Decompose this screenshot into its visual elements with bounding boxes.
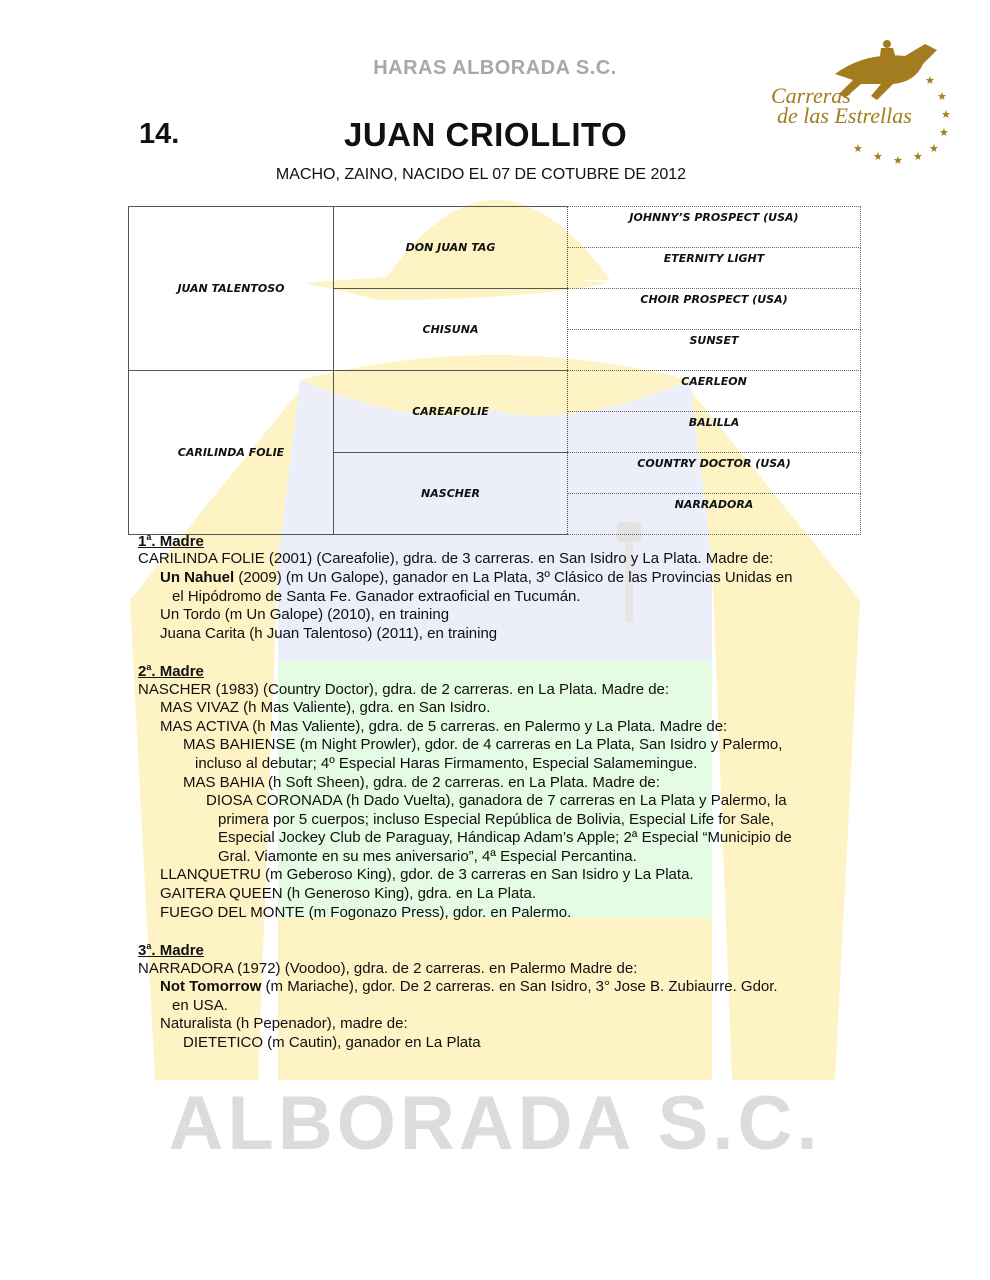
pedigree-gg-5: CAERLEON <box>568 371 861 412</box>
madre-2-diosa-3: Especial Jockey Club de Paraguay, Hándicap Adam’s Apple; 2ª Especial “Municipio de <box>218 829 792 846</box>
madre-2-diosa-2: primera por 5 cuerpos; incluso Especial República de Bolivia, Especial Life for Sale, <box>218 811 775 828</box>
pedigree-gg-8: NARRADORA <box>568 494 861 535</box>
pedigree-gg-6: BALILLA <box>568 412 861 453</box>
madre-2-sup: a <box>146 662 152 672</box>
madre-1-nahuel-line2: el Hipódromo de Santa Fe. Ganador extraoficial en Tucumán. <box>172 588 581 605</box>
madre-2-bahiense-2: incluso al debutar; 4º Especial Haras Firmamento, Especial Salamemingue. <box>195 755 698 772</box>
horse-description: MACHO, ZAINO, NACIDO EL 07 DE COTUBRE DE 2012 <box>275 166 687 183</box>
svg-text:★: ★ <box>939 126 949 139</box>
svg-text:★: ★ <box>853 142 863 155</box>
pedigree-sire-sire: DON JUAN TAG <box>334 207 568 289</box>
svg-text:★: ★ <box>893 154 903 167</box>
madre-2-bahiense-1: MAS BAHIENSE (m Night Prowler), gdor. de 4 carreras en La Plata, San Isidro y Palermo, <box>183 736 783 753</box>
madre-3-naturalista: Naturalista (h Pepenador), madre de: <box>160 1015 408 1032</box>
pedigree-dam: CARILINDA FOLIE <box>129 371 334 535</box>
horse-name: JUAN CRIOLLITO <box>344 116 628 153</box>
logo-text-line1: Carreras <box>771 83 851 108</box>
madre-1-sup: a <box>146 532 152 542</box>
svg-text:★: ★ <box>929 142 939 155</box>
pedigree-sire: JUAN TALENTOSO <box>129 207 334 371</box>
madre-2-activa: MAS ACTIVA (h Mas Valiente), gdra. de 5 carreras. en Palermo y La Plata. Madre de: <box>160 718 728 735</box>
svg-text:★: ★ <box>925 74 935 87</box>
pedigree-dam-dam: NASCHER <box>334 453 568 535</box>
madre-1-tordo: Un Tordo (m Un Galope) (2010), en training <box>160 606 450 623</box>
pedigree-gg-4: SUNSET <box>568 330 861 371</box>
svg-text:★: ★ <box>937 90 947 103</box>
tomorrow-rest: (m Mariache), gdor. De 2 carreras. en San Isidro, 3° Jose B. Zubiaurre. Gdor. <box>261 978 778 995</box>
madre-2-gaitera: GAITERA QUEEN (h Generoso King), gdra. en La Plata. <box>160 885 537 902</box>
pedigree-gg-7: COUNTRY DOCTOR (USA) <box>568 453 861 494</box>
tomorrow-name: Not Tomorrow <box>160 978 262 995</box>
pedigree-dam-sire: CAREAFOLIE <box>334 371 568 453</box>
madre-1-juana: Juana Carita (h Juan Talentoso) (2011), en training <box>160 625 498 642</box>
pedigree-gg-3: CHOIR PROSPECT (USA) <box>568 289 861 330</box>
alborada-watermark: ALBORADA S.C. <box>168 1081 822 1166</box>
pedigree-gg-2: ETERNITY LIGHT <box>568 248 861 289</box>
madre-3-word: . Madre <box>151 942 204 959</box>
madre-3-number: 3 <box>138 942 147 959</box>
madre-2-intro: NASCHER (1983) (Country Doctor), gdra. de 2 carreras. en La Plata. Madre de: <box>138 681 670 698</box>
madre-3-intro: NARRADORA (1972) (Voodoo), gdra. de 2 carreras. en Palermo Madre de: <box>138 960 638 977</box>
madre-2-vivaz: MAS VIVAZ (h Mas Valiente), gdra. en San Isidro. <box>160 699 491 716</box>
company-header: HARAS ALBORADA S.C. <box>373 57 617 79</box>
nahuel-name: Un Nahuel <box>160 569 235 586</box>
madre-1-intro: CARILINDA FOLIE (2001) (Careafolie), gdra. de 3 carreras. en San Isidro y La Plata. Madre de: <box>138 550 774 567</box>
section-title-madre-3 <box>138 941 204 959</box>
madre-1-nahuel <box>160 569 792 586</box>
madre-2-diosa-4: Gral. Viamonte en su mes aniversario”, 4ª Especial Percantina. <box>218 848 637 865</box>
pedigree-sire-dam: CHISUNA <box>334 289 568 371</box>
nahuel-rest: (2009) (m Un Galope), ganador en La Plata, 3º Clásico de las Provincias Unidas en <box>234 569 793 586</box>
carreras-logo <box>765 34 960 169</box>
madre-3-sup: a <box>146 941 152 951</box>
svg-text:★: ★ <box>941 108 951 121</box>
pedigree-gg-1: JOHNNY’S PROSPECT (USA) <box>568 207 861 248</box>
madre-2-bahia: MAS BAHIA (h Soft Sheen), gdra. de 2 carreras. en La Plata. Madre de: <box>183 774 660 791</box>
logo-text-line2: de las Estrellas <box>777 103 912 128</box>
madre-3-tomorrow <box>160 978 778 995</box>
section-title-madre-2 <box>138 662 204 680</box>
pedigree-table <box>128 206 861 535</box>
madre-1-word: . Madre <box>151 533 204 550</box>
madre-3-tomorrow-line2: en USA. <box>172 997 228 1014</box>
madre-1-number: 1 <box>138 533 147 550</box>
madre-2-diosa-1: DIOSA CORONADA (h Dado Vuelta), ganadora de 7 carreras en La Plata y Palermo, la <box>206 792 787 809</box>
madre-2-llanquetru: LLANQUETRU (m Geberoso King), gdor. de 3 carreras en San Isidro y La Plata. <box>160 866 694 883</box>
svg-text:★: ★ <box>913 150 923 163</box>
madre-2-number: 2 <box>138 663 147 680</box>
madre-2-word: . Madre <box>151 663 204 680</box>
madre-2-fuego: FUEGO DEL MONTE (m Fogonazo Press), gdor. en Palermo. <box>160 904 572 921</box>
section-title-madre-1 <box>138 532 204 550</box>
madre-3-dietetico: DIETETICO (m Cautin), ganador en La Plata <box>183 1034 481 1051</box>
lot-number: 14. <box>139 118 180 150</box>
svg-text:★: ★ <box>873 150 883 163</box>
